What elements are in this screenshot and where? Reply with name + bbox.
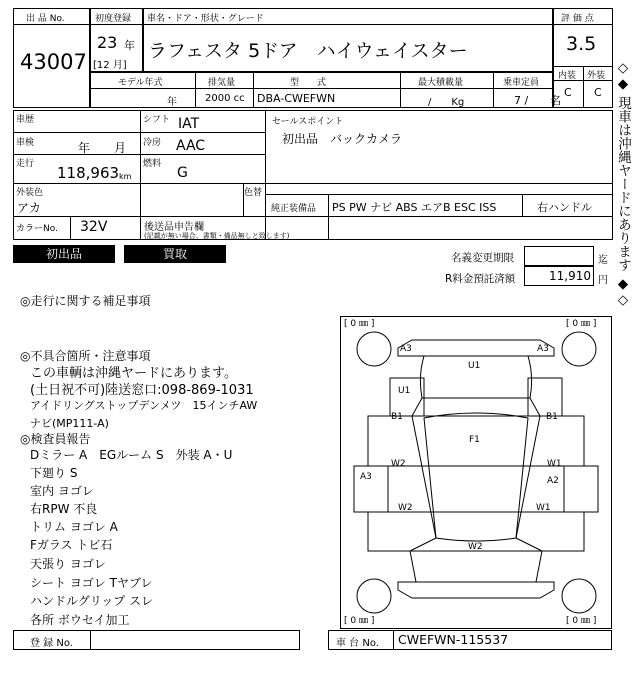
first-listing-badge: 初出品 <box>13 245 115 263</box>
inspector-line: シート ヨゴレ Tヤブレ <box>30 576 153 590</box>
defect-line: アイドリングストップデンメツ 15インチAW <box>30 399 258 412</box>
lot-no: 43007 <box>20 50 87 74</box>
mark-right-quarter: W1 <box>536 503 551 513</box>
load-label: 最大積載量 <box>418 78 464 88</box>
inspector-heading: ◎検査員報告 <box>20 432 91 446</box>
defect-heading: ◎不具合箇所・注意事項 <box>20 349 151 363</box>
name-change-unit: 迄 <box>598 255 608 266</box>
mark-right-front-door: B1 <box>546 412 558 422</box>
inspection-value: 年 月 <box>78 141 127 155</box>
chassis-label: 車 台 No. <box>336 638 379 649</box>
mark-bonnet: F1 <box>469 435 480 445</box>
recycle-label: R料金預託済額 <box>445 273 516 285</box>
car-damage-diagram <box>340 316 612 629</box>
load-value: / Kg <box>428 97 465 108</box>
inspector-line: トリム ヨゴレ A <box>30 520 118 534</box>
capacity: 7 / 名 <box>514 94 562 107</box>
tire-label-front-right: [ 0 ㎜ ] <box>566 319 597 329</box>
tire-front-right <box>562 332 596 366</box>
car-name: ラフェスタ 5ドア ハイウェイスター <box>148 40 468 62</box>
defect-line: ナビ(MP111-A) <box>30 417 109 430</box>
recycle-unit: 円 <box>598 275 608 286</box>
score-label: 評 価 点 <box>561 14 594 24</box>
mark-left-rear: A3 <box>360 472 372 482</box>
inspector-line: 天張り ヨゴレ <box>30 557 106 571</box>
defect-line: この車輌は沖縄ヤードにあります。 <box>30 366 237 381</box>
tire-label-front-left: [ 0 ㎜ ] <box>344 319 375 329</box>
model-type: DBA-CWEFWN <box>257 92 336 105</box>
reg-year-unit: 年 <box>124 39 135 52</box>
inspector-line: 室内 ヨゴレ <box>30 484 94 498</box>
reg-month: [12 月] <box>93 60 127 71</box>
mark-roof-front: U1 <box>468 361 481 371</box>
tire-label-rear-right: [ 0 ㎜ ] <box>566 616 597 626</box>
recycle-value: 11,910 <box>549 269 591 283</box>
exterior-label: 外装 <box>587 71 606 81</box>
mark-left-quarter: W2 <box>398 503 413 513</box>
mileage-unit: km <box>119 172 132 181</box>
displacement-label: 排気量 <box>208 78 236 88</box>
ac-label: 冷房 <box>143 138 162 148</box>
mark-right-rear-door-a: W1 <box>547 459 562 469</box>
lot-no-label: 出 品 No. <box>26 14 65 24</box>
interior-grade: C <box>564 86 572 99</box>
first-reg-label: 初度登録 <box>95 14 132 24</box>
handle: 右ハンドル <box>537 201 592 214</box>
tire-front-left <box>357 332 391 366</box>
genuine-label: 純正装備品 <box>271 204 317 214</box>
model-year-unit: 年 <box>167 97 177 108</box>
reg-year: 23 <box>97 33 118 52</box>
driving-heading: ◎走行に関する補足事項 <box>20 294 151 308</box>
ac: AAC <box>176 138 206 154</box>
inspector-line: ハンドルグリップ スレ <box>30 594 154 608</box>
color-change-label: 色替 <box>244 188 263 198</box>
color-label: 外装色 <box>16 188 44 198</box>
defect-line: (土日祝不可)陸送窓口:098-869-1031 <box>30 383 254 398</box>
mileage: 118,963 <box>57 164 120 182</box>
mark-rear: W2 <box>468 542 483 552</box>
capacity-label: 乗車定員 <box>503 78 540 88</box>
inspector-line: 右RPW 不良 <box>30 502 98 516</box>
mark-left-fender: U1 <box>398 386 411 396</box>
tire-rear-right <box>562 579 596 613</box>
inspector-line: 下廻り S <box>30 466 78 480</box>
score: 3.5 <box>566 33 597 55</box>
sales-point-label: セールスポイント <box>272 117 344 127</box>
color: アカ <box>17 201 41 215</box>
sales-point: 初出品 バックカメラ <box>282 132 403 146</box>
mark-front-left: A3 <box>400 344 412 354</box>
color-no-label: カラーNo. <box>16 224 58 234</box>
tire-rear-left <box>357 579 391 613</box>
type-label: 型 式 <box>290 78 327 88</box>
chassis-no: CWEFWN-115537 <box>398 632 509 647</box>
mark-front-right: A3 <box>537 344 549 354</box>
fuel: G <box>177 165 188 181</box>
aftermarket-label: 後送品申告欄 <box>144 222 204 233</box>
inspector-line: Fガラス トビ石 <box>30 538 113 552</box>
color-no: 32V <box>80 219 108 235</box>
purchase-badge: 買取 <box>124 245 226 263</box>
fuel-label: 燃料 <box>143 159 162 169</box>
inspector-line: 各所 ボウセイ加工 <box>30 613 130 627</box>
aftermarket-note: (記載が無い場合、書類・備品無しと致します) <box>144 232 290 240</box>
genuine-equipment: PS PW ナビ ABS エアB ESC ISS <box>332 201 497 214</box>
car-name-label: 車名・ドア・形状・グレード <box>147 14 264 24</box>
mileage-label: 走行 <box>16 159 35 169</box>
reg-no-label: 登 録 No. <box>30 638 73 649</box>
name-change-box <box>524 246 594 266</box>
interior-label: 内装 <box>558 71 577 81</box>
model-year-label: モデル年式 <box>118 78 163 88</box>
displacement: 2000 cc <box>205 93 245 104</box>
name-change-label: 名義変更期限 <box>451 252 514 264</box>
mark-left-front-door: B1 <box>391 412 403 422</box>
exterior-grade: C <box>594 86 602 99</box>
shift-label: シフト <box>143 115 171 125</box>
yard-location-banner: ◇◆ 現車は沖縄ヤードにあります ◆◇ <box>615 60 631 309</box>
inspection-label: 車検 <box>16 138 35 148</box>
tire-label-rear-left: [ 0 ㎜ ] <box>344 616 375 626</box>
shift: IAT <box>178 116 200 132</box>
history-label: 車歴 <box>16 115 35 125</box>
mark-right-rear-door-b: A2 <box>547 476 559 486</box>
mark-left-rear-door: W2 <box>391 459 406 469</box>
inspector-line: Dミラー A EGルーム S 外装 A・U <box>30 448 233 462</box>
